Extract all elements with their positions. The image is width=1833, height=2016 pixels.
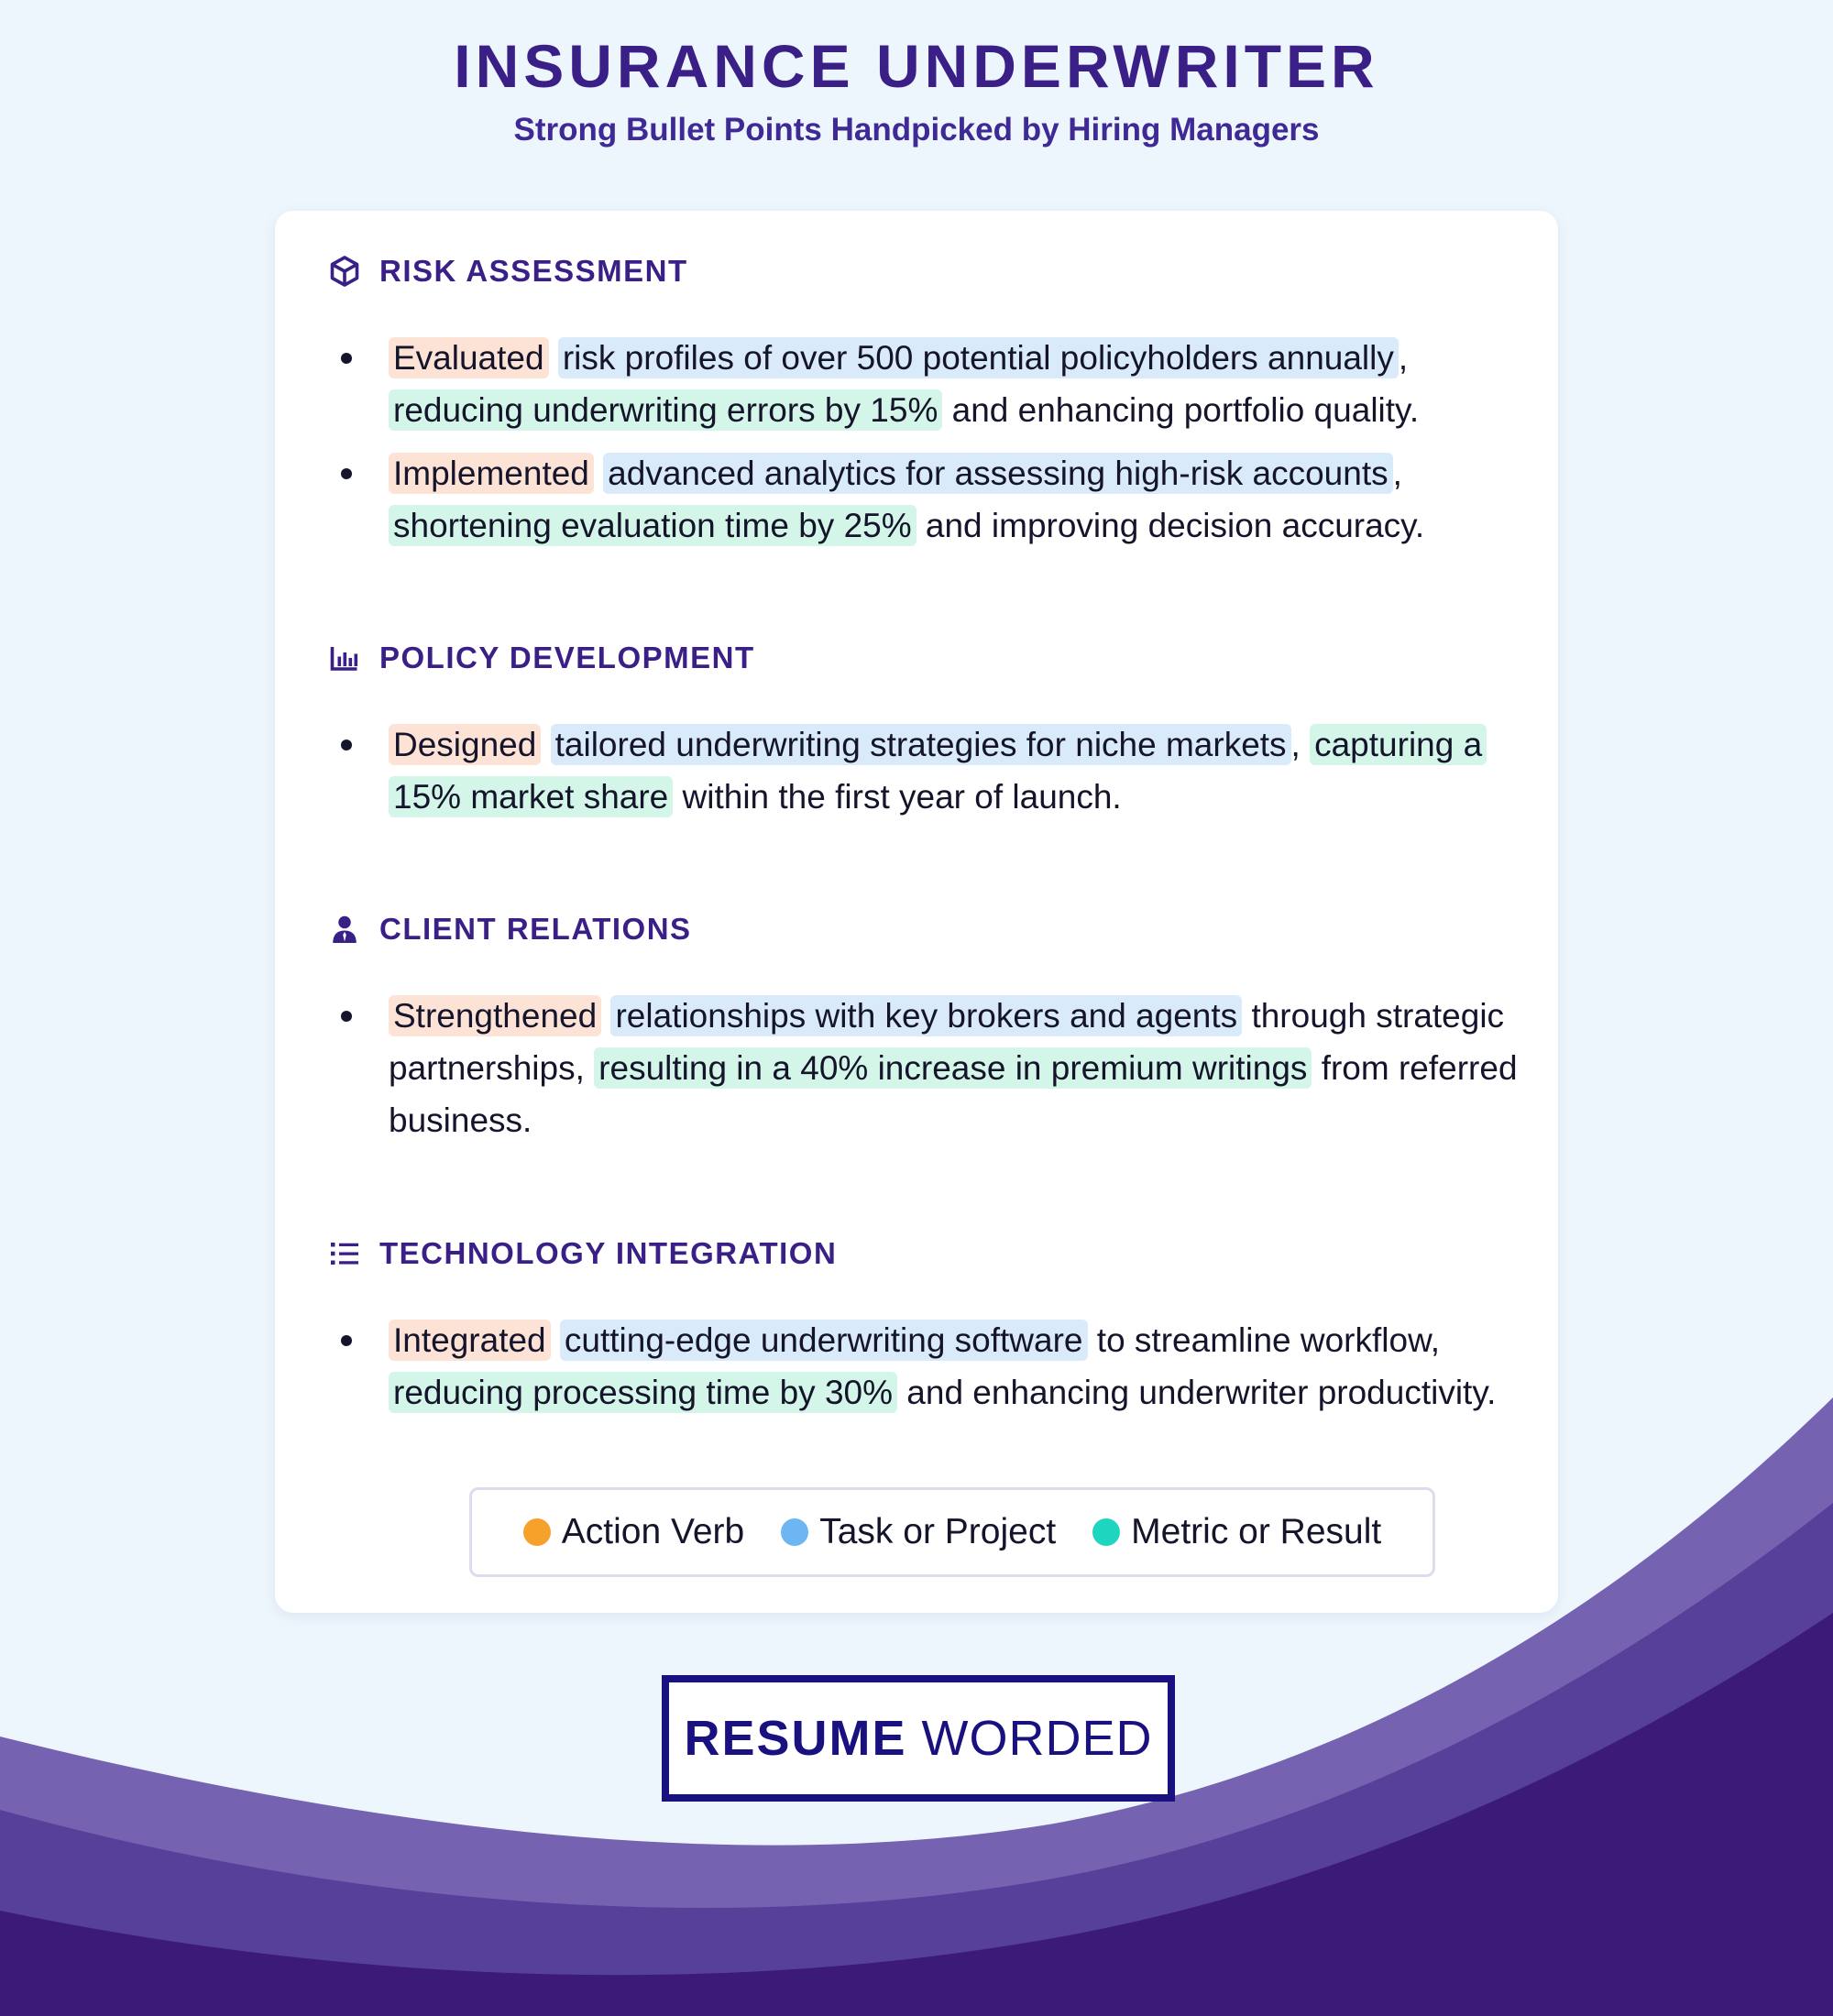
cube-icon bbox=[328, 255, 361, 288]
bar-chart-icon bbox=[328, 641, 361, 674]
task-phrase: advanced analytics for assessing high-risk accounts bbox=[603, 453, 1392, 494]
mid-text: through strategic partnerships, bbox=[389, 997, 1505, 1087]
tail-text: within the first year of launch. bbox=[682, 778, 1122, 816]
logo-text-bold: RESUME bbox=[684, 1711, 907, 1766]
separator: , bbox=[1392, 455, 1402, 492]
legend-item-task-or-project bbox=[781, 1512, 1056, 1552]
bullet-list bbox=[328, 990, 1520, 1157]
section-title: CLIENT RELATIONS bbox=[379, 912, 692, 946]
section-header bbox=[328, 638, 755, 678]
legend-item-metric-or-result bbox=[1092, 1512, 1381, 1552]
metric-phrase: reducing underwriting errors by 15% bbox=[389, 389, 942, 431]
task-phrase: cutting-edge underwriting software bbox=[560, 1320, 1088, 1361]
action-verb: Designed bbox=[389, 724, 541, 765]
list-item bbox=[328, 718, 1520, 823]
section-title: RISK ASSESSMENT bbox=[379, 254, 688, 288]
task-phrase: relationships with key brokers and agents bbox=[610, 995, 1242, 1036]
section-header bbox=[328, 251, 688, 291]
list-item bbox=[328, 332, 1520, 436]
tail-text: and improving decision accuracy. bbox=[925, 507, 1425, 544]
tail-text: from referred business. bbox=[389, 1049, 1518, 1139]
action-verb: Evaluated bbox=[389, 337, 549, 378]
task-phrase: tailored underwriting strategies for niche markets bbox=[551, 724, 1291, 765]
resume-worded-logo[interactable] bbox=[662, 1675, 1175, 1802]
legend bbox=[469, 1487, 1435, 1577]
list-item bbox=[328, 447, 1520, 552]
action-verb: Integrated bbox=[389, 1320, 551, 1361]
task-phrase: risk profiles of over 500 potential policyholders annually bbox=[558, 337, 1399, 378]
bullet-points-card bbox=[275, 211, 1558, 1613]
list-icon bbox=[328, 1237, 361, 1270]
action-verb: Strengthened bbox=[389, 995, 601, 1036]
list-item bbox=[328, 1314, 1520, 1419]
metric-phrase: capturing a 15% market share bbox=[389, 724, 1487, 817]
metric-phrase: shortening evaluation time by 25% bbox=[389, 505, 916, 546]
page-subtitle: Strong Bullet Points Handpicked by Hiring Managers bbox=[513, 112, 1320, 148]
logo-text-light: WORDED bbox=[921, 1711, 1153, 1766]
legend-dot-icon bbox=[781, 1518, 808, 1546]
action-verb: Implemented bbox=[389, 453, 594, 494]
metric-phrase: reducing processing time by 30% bbox=[389, 1372, 897, 1413]
section-header bbox=[328, 1233, 837, 1274]
bullet-list bbox=[328, 332, 1520, 563]
legend-label: Metric or Result bbox=[1131, 1512, 1382, 1551]
bullet-list bbox=[328, 1314, 1520, 1430]
legend-label: Task or Project bbox=[819, 1512, 1057, 1551]
legend-label: Action Verb bbox=[561, 1512, 745, 1551]
person-icon bbox=[328, 913, 361, 946]
separator: , bbox=[1290, 726, 1301, 763]
tail-text: and enhancing portfolio quality. bbox=[951, 391, 1420, 429]
legend-dot-icon bbox=[523, 1518, 551, 1546]
mid-text: to streamline workflow, bbox=[1096, 1321, 1441, 1359]
bullet-list bbox=[328, 718, 1520, 834]
list-item bbox=[328, 990, 1520, 1146]
section-title: POLICY DEVELOPMENT bbox=[379, 641, 755, 674]
separator: , bbox=[1398, 339, 1409, 377]
page-title: INSURANCE UNDERWRITER bbox=[454, 32, 1379, 100]
metric-phrase: resulting in a 40% increase in premium writings bbox=[594, 1047, 1312, 1089]
tail-text: and enhancing underwriter productivity. bbox=[906, 1374, 1497, 1411]
legend-dot-icon bbox=[1092, 1518, 1120, 1546]
legend-item-action-verb bbox=[523, 1512, 744, 1552]
section-header bbox=[328, 909, 692, 949]
section-title: TECHNOLOGY INTEGRATION bbox=[379, 1236, 838, 1270]
